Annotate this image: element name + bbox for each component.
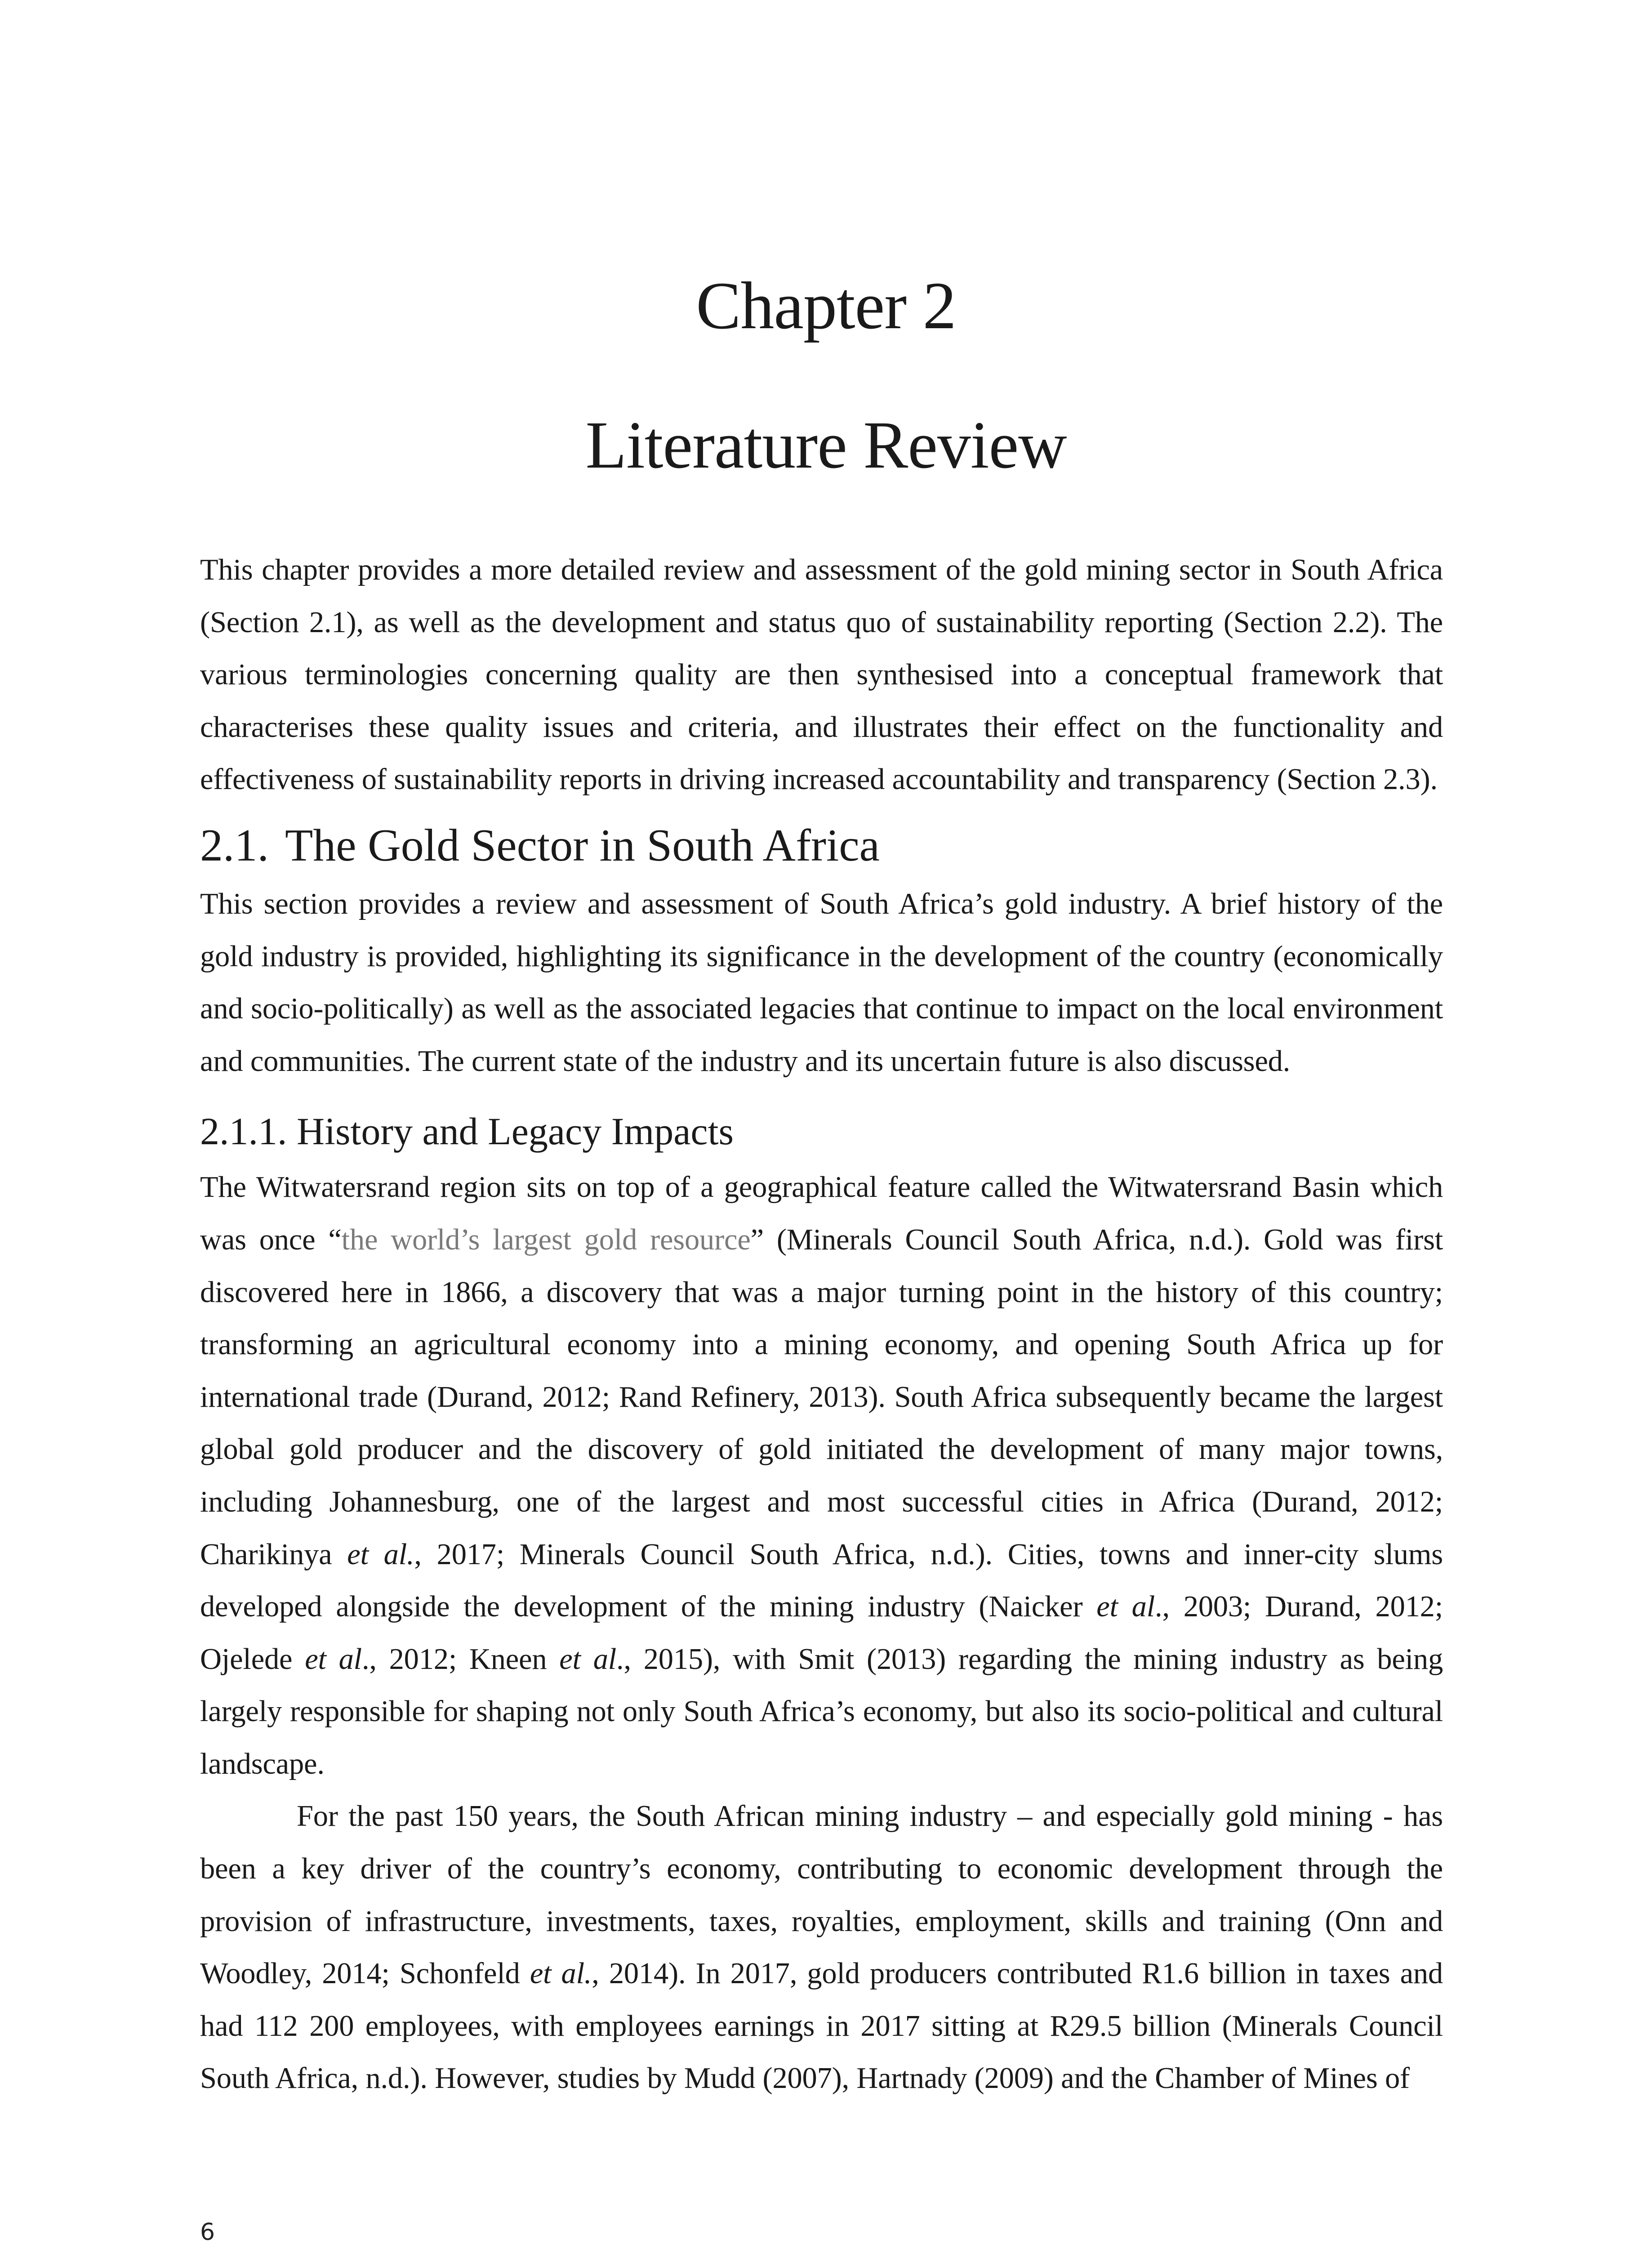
page-number: 6	[200, 2219, 215, 2246]
chapter-title: Literature Review	[585, 408, 1067, 482]
section-title: The Gold Sector in South Africa	[285, 820, 880, 871]
history-paragraph-1: The Witwatersrand region sits on top of a geographical feature called the Witwatersrand Basin which was once “the world’s largest gold resource” (Minerals Council South Africa, n.d.). Gold was first discovered here in 1866, a discovery that was a major turning point in the history of this country; transforming an agricultural economy into a mining economy, and opening South Africa up for international trade (Durand, 2012; Rand Refinery, 2013). South Africa subsequently became the largest global gold producer and the discovery of gold initiated the development of many major towns, including Johannesburg, one of the largest and most successful cities in Africa (Durand, 2012; Charikinya et al., 2017; Minerals Council South Africa, n.d.). Cities, towns and inner-city slums developed alongside the development of the mining industry (Naicker et al., 2003; Durand, 2012; Ojelede et al., 2012; Kneen et al., 2015), with Smit (2013) regarding the mining industry as being largely responsible for shaping not only South Africa’s economy, but also its socio-political and cultural landscape.	[200, 1171, 1443, 1780]
history-paragraph-2: For the past 150 years, the South African mining industry – and especially gold mining - has been a key driver of the country’s economy, contributing to economic development through the provision of infrastructure, investments, taxes, royalties, employment, skills and training (Onn and Woodley, 2014; Schonfeld et al., 2014). In 2017, gold producers contributed R1.6 billion in taxes and had 112 200 employees, with employees earnings in 2017 sitting at R29.5 billion (Minerals Council South Africa, n.d.). However, studies by Mudd (2007), Hartnady (2009) and the Chamber of Mines of	[200, 1800, 1443, 2095]
section-heading-2-1	[200, 818, 1443, 874]
body-text	[200, 544, 1443, 2105]
quoted-phrase: the world’s largest gold resource	[341, 1223, 751, 1256]
section-number: 2.1.	[200, 820, 269, 871]
section-2-1-paragraph: This section provides a review and assessment of South Africa’s gold industry. A brief history of the gold industry is provided, highlighting its significance in the development of the country (economically and socio-politically) as well as the associated legacies that continue to impact on the local environment and communities. The current state of the industry and its uncertain future is also discussed.	[200, 887, 1443, 1078]
chapter-number: Chapter 2	[696, 268, 956, 343]
intro-paragraph: This chapter provides a more detailed review and assessment of the gold mining sector in South Africa (Section 2.1), as well as the development and status quo of sustainability reporting (Section 2.2). The various terminologies concerning quality are then synthesised into a conceptual framework that characterises these quality issues and criteria, and illustrates their effect on the functionality and effectiveness of sustainability reports in driving increased accountability and transparency (Section 2.3).	[200, 553, 1443, 796]
subsection-heading-2-1-1: 2.1.1. History and Legacy Impacts	[200, 1110, 734, 1153]
